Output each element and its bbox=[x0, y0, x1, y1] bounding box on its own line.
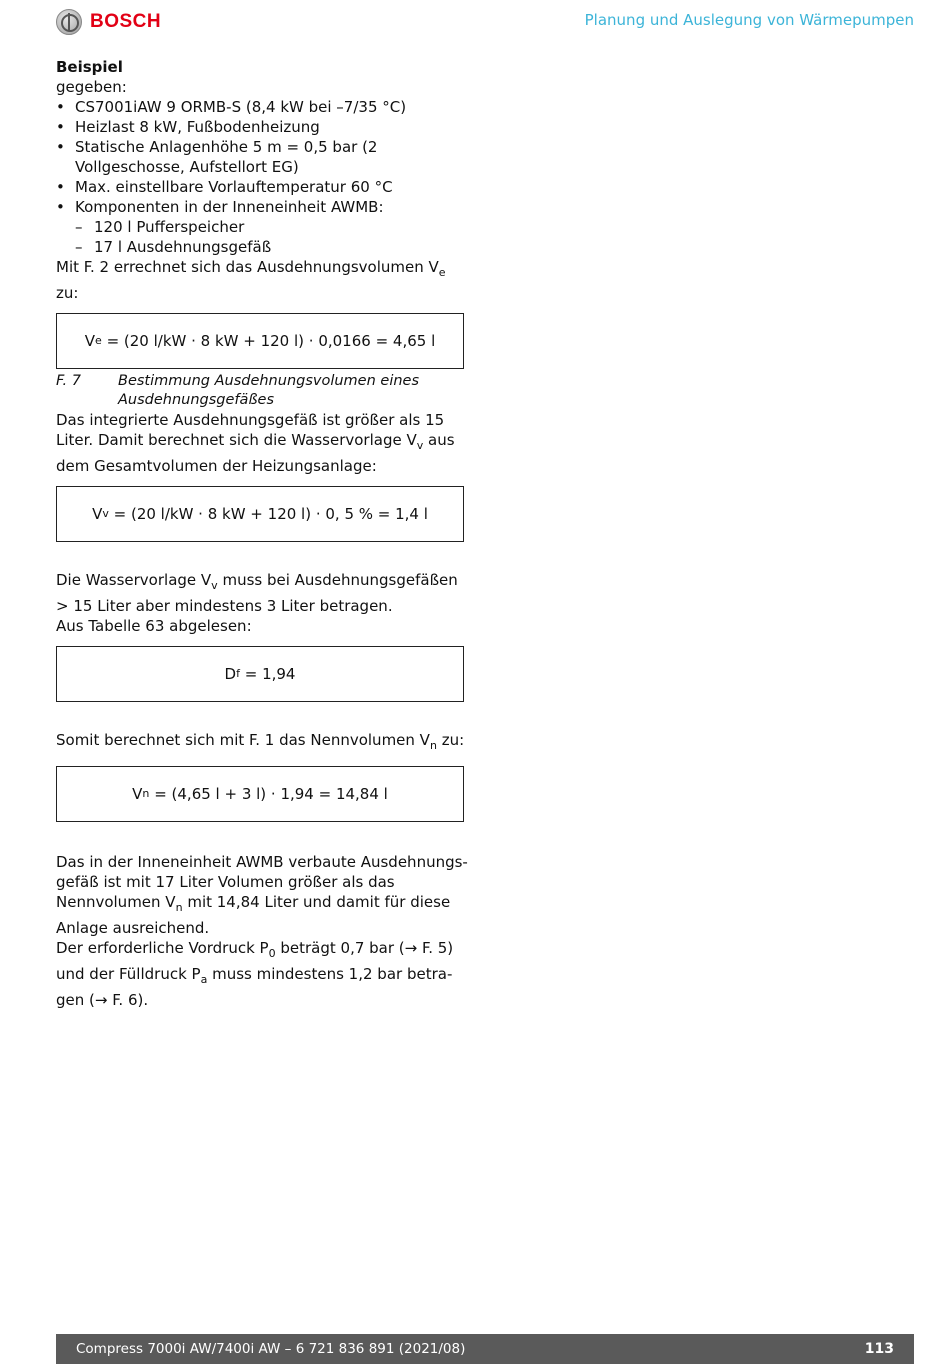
paragraph-minimum: Die Wasservorlage $V_v$ muss bei Ausdehnungsgefäßen > 15 Liter aber mindestens 3 Liter betragen. bbox=[56, 571, 458, 615]
list-item: • Statische Anlagenhöhe 5 m = 0,5 bar (2 Vollgeschosse, Aufstellort EG) bbox=[56, 137, 468, 177]
bosch-logo bbox=[56, 9, 161, 35]
paragraph-result: Das in der Inneneinheit AWMB verbaute Ausdehnungsgefäß ist mit 17 Liter Volumen größer als das Nennvolumen $V_n$ mit 14,84 Liter und damit für diese Anlage ausreichend. bbox=[56, 853, 468, 937]
paragraph-nominal-intro: Somit berechnet sich mit F. 1 das Nennvolumen $V_n$ zu: bbox=[56, 731, 465, 752]
list-item: – 17 l Ausdehnungsgefäß bbox=[56, 237, 468, 257]
brand-name: BOSCH bbox=[90, 11, 162, 32]
example-heading: Beispiel bbox=[56, 58, 123, 76]
paragraph-expansion-intro: Mit F. 2 errechnet sich das Ausdehnungsvolumen $V_e$ zu: bbox=[56, 258, 446, 302]
formula-caption: F. 7 Bestimmung Ausdehnungsvolumen eines Ausdehnungsgefäßes bbox=[56, 373, 420, 408]
formula-water-reserve: V v = (20 l/kW · 8 kW + 120 l) · 0, 5 % = 1,4 l bbox=[56, 486, 464, 542]
list-item: • CS7001iAW 9 ORMB-S (8,4 kW bei –7/35 °C) bbox=[56, 97, 468, 117]
component-list bbox=[56, 217, 468, 257]
list-item: • Komponenten in der Inneneinheit AWMB: bbox=[56, 197, 468, 217]
list-item: • Heizlast 8 kW, Fußbodenheizung bbox=[56, 117, 468, 137]
main-column bbox=[56, 57, 468, 1010]
paragraph-water-reserve: Das integrierte Ausdehnungsgefäß ist größer als 15 Liter. Damit berechnet sich die Wasservorlage $V_v$ aus dem Gesamtvolumen der Heizungsanlage: bbox=[56, 411, 455, 475]
paragraph-pressure: Der erforderliche Vordruck $P_0$ beträgt 0,7 bar (→ F. 5) und der Fülldruck $P_a$ muss mindestens 1,2 bar betragen (→ F. 6). bbox=[56, 939, 454, 1009]
formula-expansion-volume: V e = (20 l/kW · 8 kW + 120 l) · 0,0166 = 4,65 l bbox=[56, 313, 464, 369]
list-item: • Max. einstellbare Vorlauftemperatur 60 °C bbox=[56, 177, 468, 197]
paragraph-table-ref: Aus Tabelle 63 abgelesen: bbox=[56, 617, 252, 635]
list-item: – 120 l Pufferspeicher bbox=[56, 217, 468, 237]
formula-factor: D f = 1,94 bbox=[56, 646, 464, 702]
formula-nominal-volume: V n = (4,65 l + 3 l) · 1,94 = 14,84 l bbox=[56, 766, 464, 822]
page-number: 113 bbox=[864, 1341, 894, 1357]
document-reference: Compress 7000i AW/7400i AW – 6 721 836 891 (2021/08) bbox=[76, 1341, 466, 1357]
bosch-armature-icon bbox=[56, 9, 82, 35]
given-list bbox=[56, 97, 468, 217]
page-footer bbox=[56, 1334, 914, 1364]
chapter-title: Planung und Auslegung von Wärmepumpen bbox=[584, 11, 914, 29]
given-label: gegeben: bbox=[56, 78, 127, 96]
